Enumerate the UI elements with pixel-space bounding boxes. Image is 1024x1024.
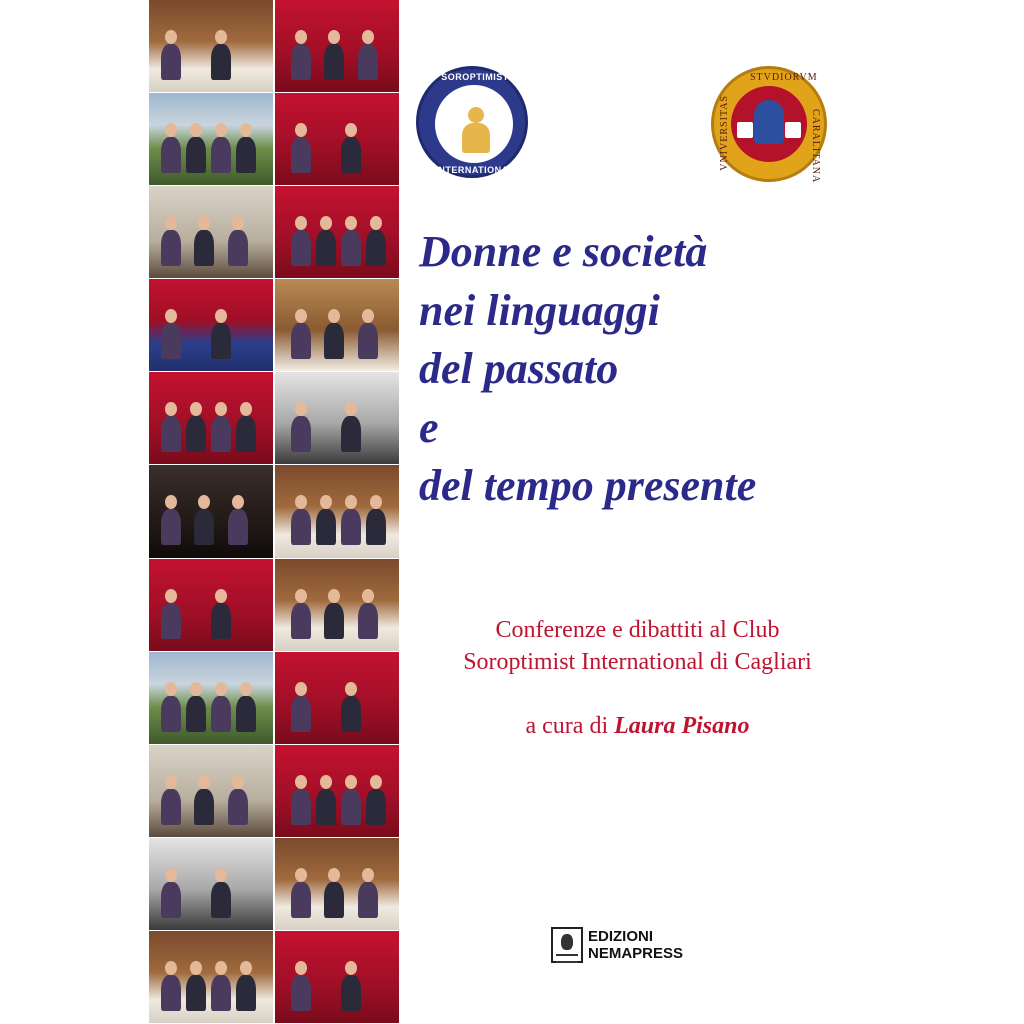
- person-head: [165, 309, 177, 323]
- person-silhouette: [161, 44, 181, 80]
- person-silhouette: [341, 509, 361, 545]
- person-silhouette: [341, 416, 361, 452]
- person-silhouette: [324, 882, 344, 918]
- person-silhouette: [161, 416, 181, 452]
- person-silhouette: [341, 975, 361, 1011]
- person-head: [215, 589, 227, 603]
- person-silhouette: [358, 603, 378, 639]
- group-photo: [149, 186, 273, 279]
- person-head: [345, 123, 357, 137]
- person-head: [240, 682, 252, 696]
- soroptimist-logo-center: [433, 83, 515, 165]
- person-silhouette: [211, 882, 231, 918]
- person-silhouette: [316, 230, 336, 266]
- person-head: [165, 589, 177, 603]
- person-silhouette: [194, 789, 214, 825]
- person-head: [295, 402, 307, 416]
- person-head: [295, 589, 307, 603]
- bw-portrait-photo: [149, 838, 273, 931]
- woman-figure-icon: [462, 123, 490, 153]
- person-silhouette: [236, 416, 256, 452]
- person-silhouette: [291, 230, 311, 266]
- owl-icon: [551, 927, 583, 963]
- person-head: [232, 775, 244, 789]
- mountain-group-photo: [149, 93, 273, 186]
- person-head: [320, 775, 332, 789]
- group-photo: [149, 745, 273, 838]
- person-head: [240, 402, 252, 416]
- person-silhouette: [366, 789, 386, 825]
- subtitle-line: Conferenze e dibattiti al Club: [495, 617, 780, 643]
- person-head: [215, 682, 227, 696]
- person-silhouette: [316, 509, 336, 545]
- person-head: [190, 402, 202, 416]
- person-silhouette: [341, 696, 361, 732]
- person-silhouette: [358, 882, 378, 918]
- dinner-table-photo: [275, 465, 399, 558]
- person-head: [362, 30, 374, 44]
- book-subtitle: [400, 614, 875, 678]
- person-silhouette: [341, 230, 361, 266]
- title-line: nei linguaggi: [419, 285, 660, 335]
- person-head: [215, 309, 227, 323]
- person-head: [295, 216, 307, 230]
- person-head: [295, 682, 307, 696]
- owl-base: [556, 954, 578, 963]
- coat-of-arms-left-icon: [737, 122, 753, 138]
- person-head: [362, 868, 374, 882]
- soroptimist-logo-bottom-text: INTERNATIONAL: [435, 165, 515, 175]
- person-silhouette: [161, 696, 181, 732]
- person-silhouette: [211, 44, 231, 80]
- person-head: [295, 30, 307, 44]
- person-silhouette: [161, 789, 181, 825]
- seal-arc-top: STVDIORVM: [750, 72, 818, 83]
- publisher-name: [588, 928, 683, 962]
- person-silhouette: [186, 416, 206, 452]
- person-head: [165, 30, 177, 44]
- person-head: [232, 495, 244, 509]
- person-silhouette: [236, 137, 256, 173]
- person-silhouette: [186, 696, 206, 732]
- person-silhouette: [291, 789, 311, 825]
- person-silhouette: [161, 882, 181, 918]
- person-head: [345, 775, 357, 789]
- person-silhouette: [161, 603, 181, 639]
- person-silhouette: [366, 509, 386, 545]
- person-head: [295, 309, 307, 323]
- coat-of-arms-right-icon: [785, 122, 801, 138]
- guitar-performance-photo: [275, 652, 399, 745]
- person-head: [165, 402, 177, 416]
- person-silhouette: [324, 323, 344, 359]
- person-head: [165, 123, 177, 137]
- publisher-line1: EDIZIONI: [588, 928, 654, 945]
- person-silhouette: [211, 416, 231, 452]
- dinner-guests-photo: [275, 559, 399, 652]
- photo-strip: [149, 0, 399, 1024]
- person-head: [345, 495, 357, 509]
- person-silhouette: [194, 509, 214, 545]
- person-head: [232, 216, 244, 230]
- dinner-guests-photo: [275, 838, 399, 931]
- person-silhouette: [211, 975, 231, 1011]
- person-silhouette: [228, 789, 248, 825]
- person-head: [295, 868, 307, 882]
- person-silhouette: [228, 230, 248, 266]
- person-silhouette: [358, 323, 378, 359]
- person-silhouette: [324, 44, 344, 80]
- person-head: [215, 868, 227, 882]
- person-head: [165, 868, 177, 882]
- person-head: [362, 589, 374, 603]
- person-head: [328, 309, 340, 323]
- person-head: [240, 123, 252, 137]
- person-silhouette: [324, 603, 344, 639]
- person-head: [345, 216, 357, 230]
- person-head: [198, 775, 210, 789]
- person-head: [328, 30, 340, 44]
- dinner-photo: [149, 0, 273, 93]
- person-head: [240, 961, 252, 975]
- person-silhouette: [291, 975, 311, 1011]
- person-silhouette: [291, 509, 311, 545]
- person-head: [198, 495, 210, 509]
- person-head: [165, 495, 177, 509]
- person-head: [345, 682, 357, 696]
- soroptimist-logo-top-text: SOROPTIMIST: [441, 72, 509, 82]
- editor-credit: [400, 713, 875, 740]
- person-silhouette: [341, 789, 361, 825]
- person-silhouette: [211, 137, 231, 173]
- person-silhouette: [291, 696, 311, 732]
- dinner-photo: [149, 931, 273, 1024]
- person-head: [190, 682, 202, 696]
- award-photo: [275, 186, 399, 279]
- person-head: [215, 30, 227, 44]
- award-photo: [275, 745, 399, 838]
- guitar-performance-photo: [275, 93, 399, 186]
- person-silhouette: [341, 137, 361, 173]
- person-silhouette: [186, 137, 206, 173]
- person-head: [295, 775, 307, 789]
- publisher-line2: NEMAPRESS: [588, 945, 684, 962]
- person-head: [320, 216, 332, 230]
- person-head: [362, 309, 374, 323]
- person-head: [345, 961, 357, 975]
- university-seal: [711, 66, 827, 182]
- bw-portrait-photo: [275, 372, 399, 465]
- group-standing-photo: [275, 279, 399, 372]
- woman-head-icon: [468, 107, 484, 123]
- conference-stage-photo: [149, 372, 273, 465]
- person-silhouette: [211, 696, 231, 732]
- title-line: Donne e società: [419, 227, 708, 276]
- person-head: [295, 123, 307, 137]
- person-head: [370, 775, 382, 789]
- editor-name: Laura Pisano: [614, 713, 750, 739]
- person-silhouette: [161, 975, 181, 1011]
- person-head: [370, 216, 382, 230]
- couple-portrait-photo: [149, 465, 273, 558]
- person-head: [320, 495, 332, 509]
- person-head: [165, 775, 177, 789]
- person-silhouette: [291, 882, 311, 918]
- person-silhouette: [161, 323, 181, 359]
- person-silhouette: [291, 323, 311, 359]
- owl-body: [561, 934, 573, 950]
- seal-arc-left: VNIVERSITAS: [719, 95, 730, 171]
- person-silhouette: [211, 323, 231, 359]
- person-head: [215, 961, 227, 975]
- person-silhouette: [228, 509, 248, 545]
- person-silhouette: [161, 137, 181, 173]
- person-head: [215, 402, 227, 416]
- person-silhouette: [291, 44, 311, 80]
- person-silhouette: [161, 509, 181, 545]
- publisher-logo: [551, 925, 683, 965]
- subtitle-line: Soroptimist International di Cagliari: [463, 649, 812, 675]
- book-title: [419, 223, 869, 516]
- editor-prefix: a cura di: [525, 713, 609, 739]
- person-head: [345, 402, 357, 416]
- person-silhouette: [358, 44, 378, 80]
- person-silhouette: [161, 230, 181, 266]
- mountain-group-photo: [149, 652, 273, 745]
- person-head: [165, 961, 177, 975]
- person-silhouette: [291, 137, 311, 173]
- person-head: [370, 495, 382, 509]
- person-silhouette: [316, 789, 336, 825]
- person-head: [190, 123, 202, 137]
- person-head: [295, 495, 307, 509]
- person-silhouette: [211, 603, 231, 639]
- person-head: [328, 589, 340, 603]
- person-head: [198, 216, 210, 230]
- person-head: [328, 868, 340, 882]
- title-line: del passato: [419, 344, 619, 393]
- person-silhouette: [366, 230, 386, 266]
- person-silhouette: [236, 975, 256, 1011]
- stage-photo: [275, 931, 399, 1024]
- title-line: del tempo presente: [419, 461, 757, 510]
- person-head: [190, 961, 202, 975]
- person-head: [215, 123, 227, 137]
- award-ceremony-photo: [149, 559, 273, 652]
- person-silhouette: [291, 416, 311, 452]
- person-silhouette: [236, 696, 256, 732]
- title-line: e: [419, 402, 439, 452]
- panel-photo: [149, 279, 273, 372]
- soroptimist-logo: [416, 66, 528, 178]
- seal-arc-right: CARALITANA: [810, 109, 821, 184]
- person-silhouette: [194, 230, 214, 266]
- stage-photo: [275, 0, 399, 93]
- person-head: [295, 961, 307, 975]
- person-silhouette: [291, 603, 311, 639]
- madonna-icon: [754, 100, 784, 144]
- person-silhouette: [186, 975, 206, 1011]
- person-head: [165, 216, 177, 230]
- seal-center: [731, 86, 807, 162]
- person-head: [165, 682, 177, 696]
